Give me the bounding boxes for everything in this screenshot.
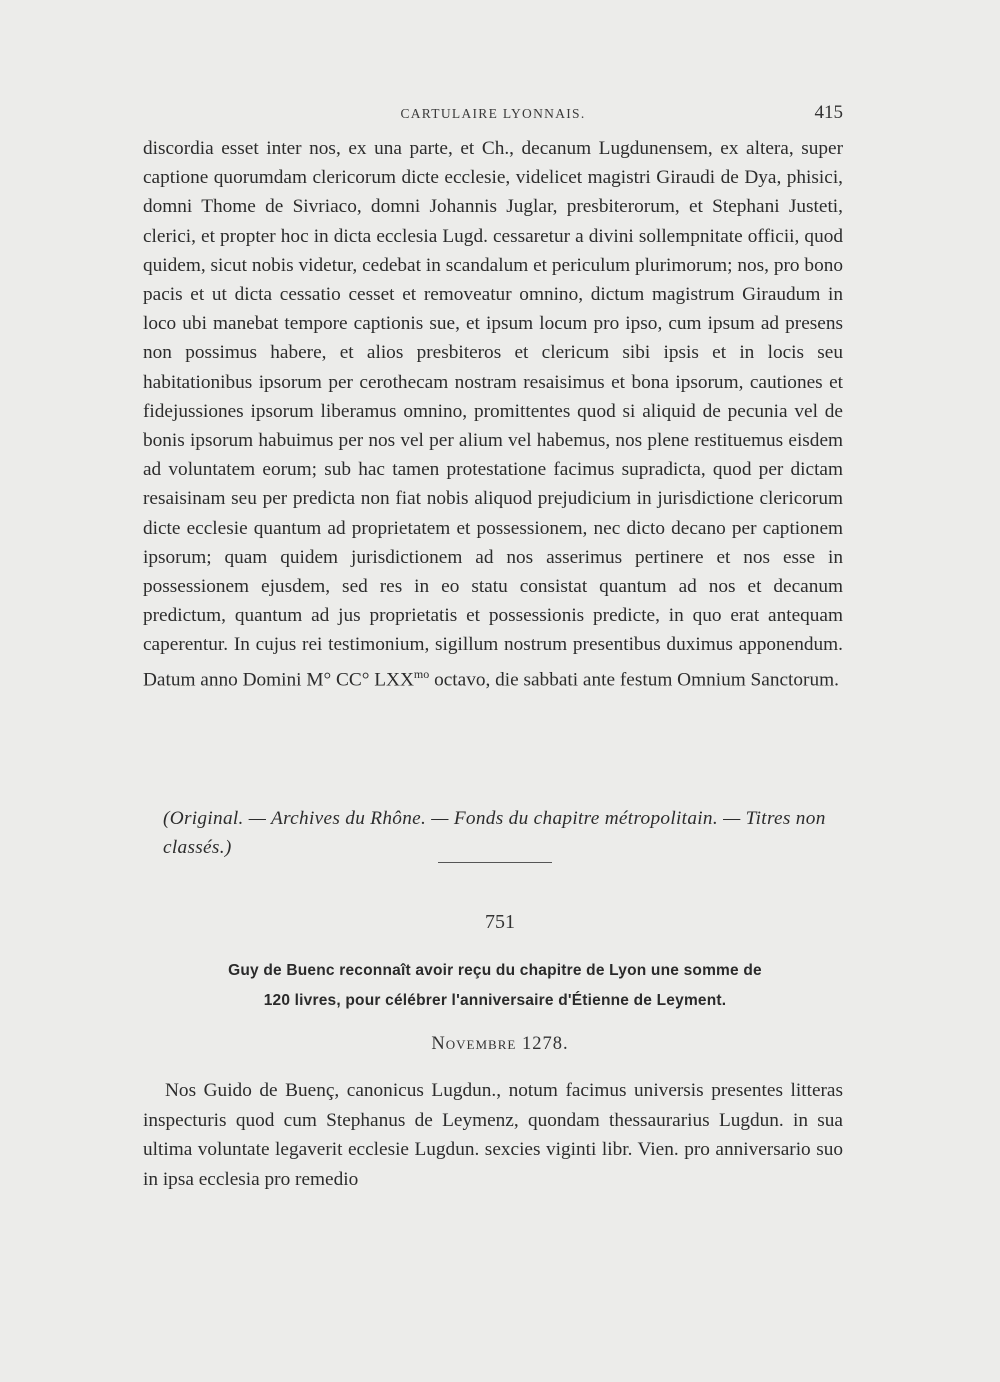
charter-date: Novembre 1278. xyxy=(431,1034,569,1054)
page-number: 415 xyxy=(814,102,843,123)
charter-750-text xyxy=(143,134,843,694)
charter-750-final-superscript: mo xyxy=(413,666,430,681)
running-header xyxy=(143,100,843,130)
charter-number: 751 xyxy=(485,911,515,933)
charter-summary-line-1: Guy de Buenc reconnaît avoir reçu du chapitre de Lyon une somme de xyxy=(228,962,762,979)
charter-750-final-start: LXX xyxy=(374,669,414,691)
charter-750-final-rest: octavo, die sabbati ante festum Omnium Sanctorum. xyxy=(429,669,839,691)
charter-751-text: Nos Guido de Buenç, canonicus Lugdun., notum facimus universis presentes litteras inspecturis quod cum Stephanus de Leymenz, quondam thessaurarius Lugdun. in sua ultima voluntate legaverit ecclesie Lugdun. sexcies viginti libr. Vien. pro anniversario suo in ipsa ecclesia pro remedio xyxy=(143,1080,843,1190)
charter-summary xyxy=(150,956,840,1016)
running-title: CARTULAIRE LYONNAIS. xyxy=(400,106,586,121)
charter-750-body: discordia esset inter nos, ex una parte, et Ch., decanum Lugdunensem, ex altera, super captione quorumdam clericorum dicte ecclesie, videlicet magistri Giraudi de Dya, phisici, domni Thome de Sivriaco, domni Johannis Juglar, presbiterorum, et Stephani Justeti, clerici, et propter hoc in dicta ecclesia Lugd. cessaretur a divini sollempnitate officii, quod quidem, sicut nobis videtur, cedebat in scandalum et periculum plurimorum; nos, pro bono pacis et ut dicta cessatio cesset et removeatur omnino, dictum magistrum Giraudum in loco ubi manebat tempore captionis sue, et ipsum locum pro ipso, cum ipsum ad presens non possimus habere, et alios presbiteros et clericum sibi ipsis et in locis seu habitationibus ipsorum per cerothecam nostram resaisimus et bona ipsorum, cautiones et fidejussiones ipsorum liberamus omnino, promittentes quod si aliquid de pecunia vel de bonis ipsorum habuimus per nos vel per alium vel habemus, nos plene restituemus eisdem ad voluntatem eorum; sub hac tamen protestatione facimus supradicta, quod per dictam resaisinam seu per predicta non fiat nobis aliquod prejudicium in jurisdictione clericorum dicte ecclesie quantum ad proprietatem et possessionem, nec dicto decano per captionem ipsorum; quam quidem jurisdictionem ad nos asserimus pertinere et nos esse in possessionem ejusdem, sed res in eo statu consistat quantum ad nos et decanum predictum, quantum ad jus proprietatis et possessionis predicte, in quo erat antequam caperentur. In cujus rei testimonium, sigillum nostrum presentibus duximus apponendum. Datum anno Domini M° CC° xyxy=(143,138,843,691)
charter-summary-line-2: 120 livres, pour célébrer l'anniversaire d'Étienne de Leyment. xyxy=(263,992,727,1009)
source-note: (Original. — Archives du Rhône. — Fonds du chapitre métropolitain. — Titres non classés.) xyxy=(163,808,826,858)
section-divider xyxy=(438,862,552,863)
